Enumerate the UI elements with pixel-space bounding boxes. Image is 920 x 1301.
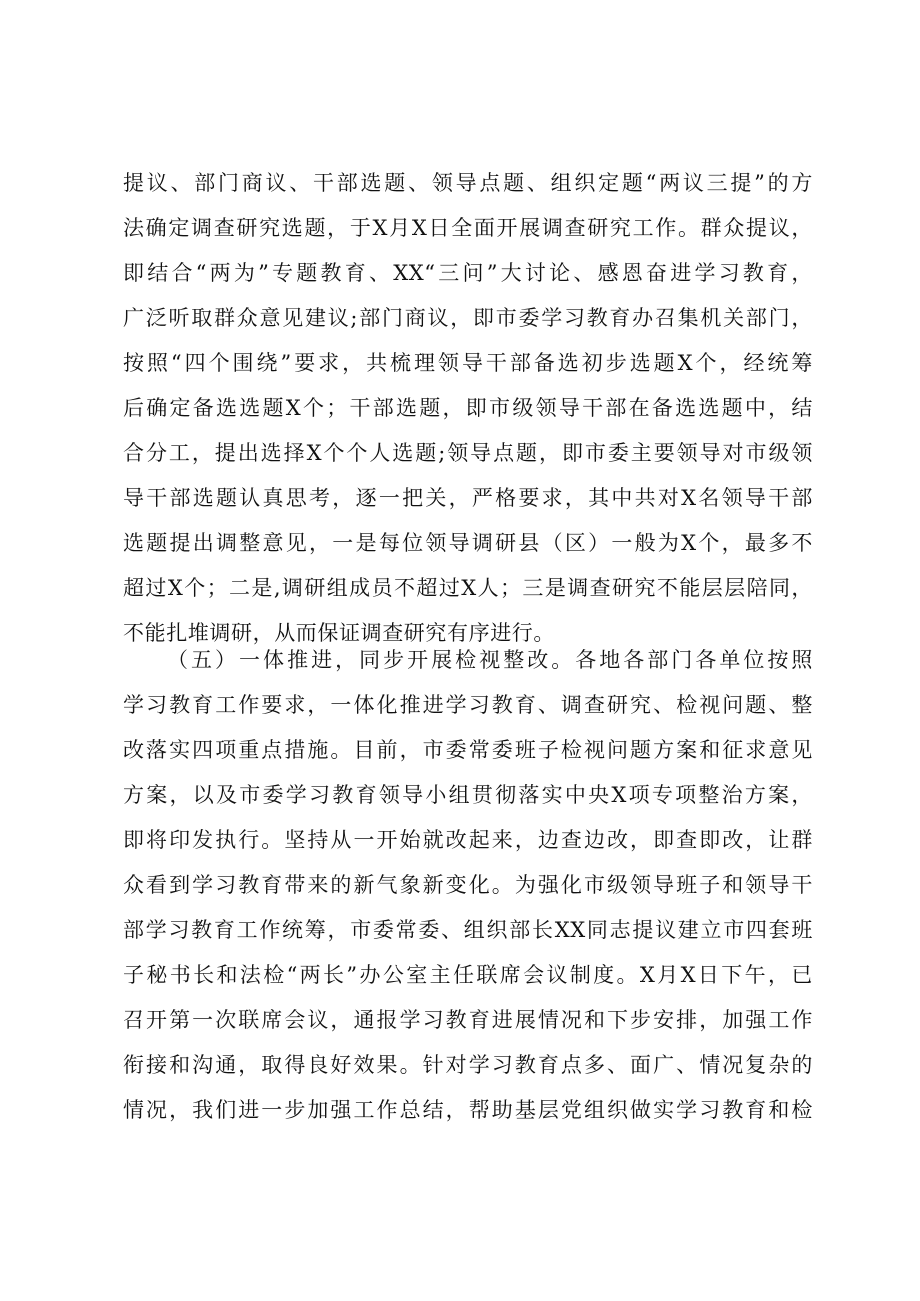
text-line: 提议、部门商议、干部选题、领导点题、组织定题“两议三提”的方	[123, 171, 813, 195]
text-line: 衔接和沟通，取得良好效果。针对学习教育点多、面广、情况复杂的	[123, 1053, 813, 1077]
text-line: 广泛听取群众意见建议;部门商议，即市委学习教育办召集机关部门，	[123, 306, 813, 330]
text-line: 即将印发执行。坚持从一开始就改起来，边查边改，即查即改，让群	[123, 828, 813, 852]
text-line: 召开第一次联席会议，通报学习教育进展情况和下步安排，加强工作	[123, 1008, 813, 1032]
text-line: 后确定备选选题X个；干部选题，即市级领导干部在备选选题中，结	[123, 396, 813, 420]
text-line: 众看到学习教育带来的新气象新变化。为强化市级领导班子和领导干	[123, 873, 813, 897]
text-line: 导干部选题认真思考，逐一把关，严格要求，其中共对X名领导干部	[123, 486, 813, 510]
text-line: 方案，以及市委学习教育领导小组贯彻落实中央X项专项整治方案，	[123, 783, 813, 807]
paragraph-research-topics	[123, 161, 813, 656]
paragraph-rectification	[123, 638, 813, 1133]
text-line: 按照“四个围绕”要求，共梳理领导干部备选初步选题X个，经统筹	[123, 351, 813, 375]
text-line: 超过X个；二是,调研组成员不超过X人；三是调查研究不能层层陪同，	[123, 576, 813, 600]
text-line: 不能扎堆调研，从而保证调查研究有序进行。	[123, 621, 555, 645]
text-line: 情况，我们进一步加强工作总结，帮助基层党组织做实学习教育和检	[123, 1098, 813, 1122]
text-line: 改落实四项重点措施。目前，市委常委班子检视问题方案和征求意见	[123, 738, 813, 762]
text-line: 法确定调查研究选题，于X月X日全面开展调查研究工作。群众提议，	[123, 216, 813, 240]
text-line: 子秘书长和法检“两长”办公室主任联席会议制度。X月X日下午，已	[123, 963, 813, 987]
text-line: 合分工，提出选择X个个人选题;领导点题，即市委主要领导对市级领	[123, 441, 813, 465]
text-line: 选题提出调整意见，一是每位领导调研县（区）一般为X个，最多不	[123, 531, 813, 555]
text-line: 学习教育工作要求，一体化推进学习教育、调查研究、检视问题、整	[123, 693, 813, 717]
text-line: 即结合“两为”专题教育、XX“三问”大讨论、感恩奋进学习教育，	[123, 261, 813, 285]
section-heading-line: （五）一体推进，同步开展检视整改。各地各部门各单位按照	[167, 648, 813, 672]
text-line: 部学习教育工作统筹，市委常委、组织部长XX同志提议建立市四套班	[123, 918, 813, 942]
